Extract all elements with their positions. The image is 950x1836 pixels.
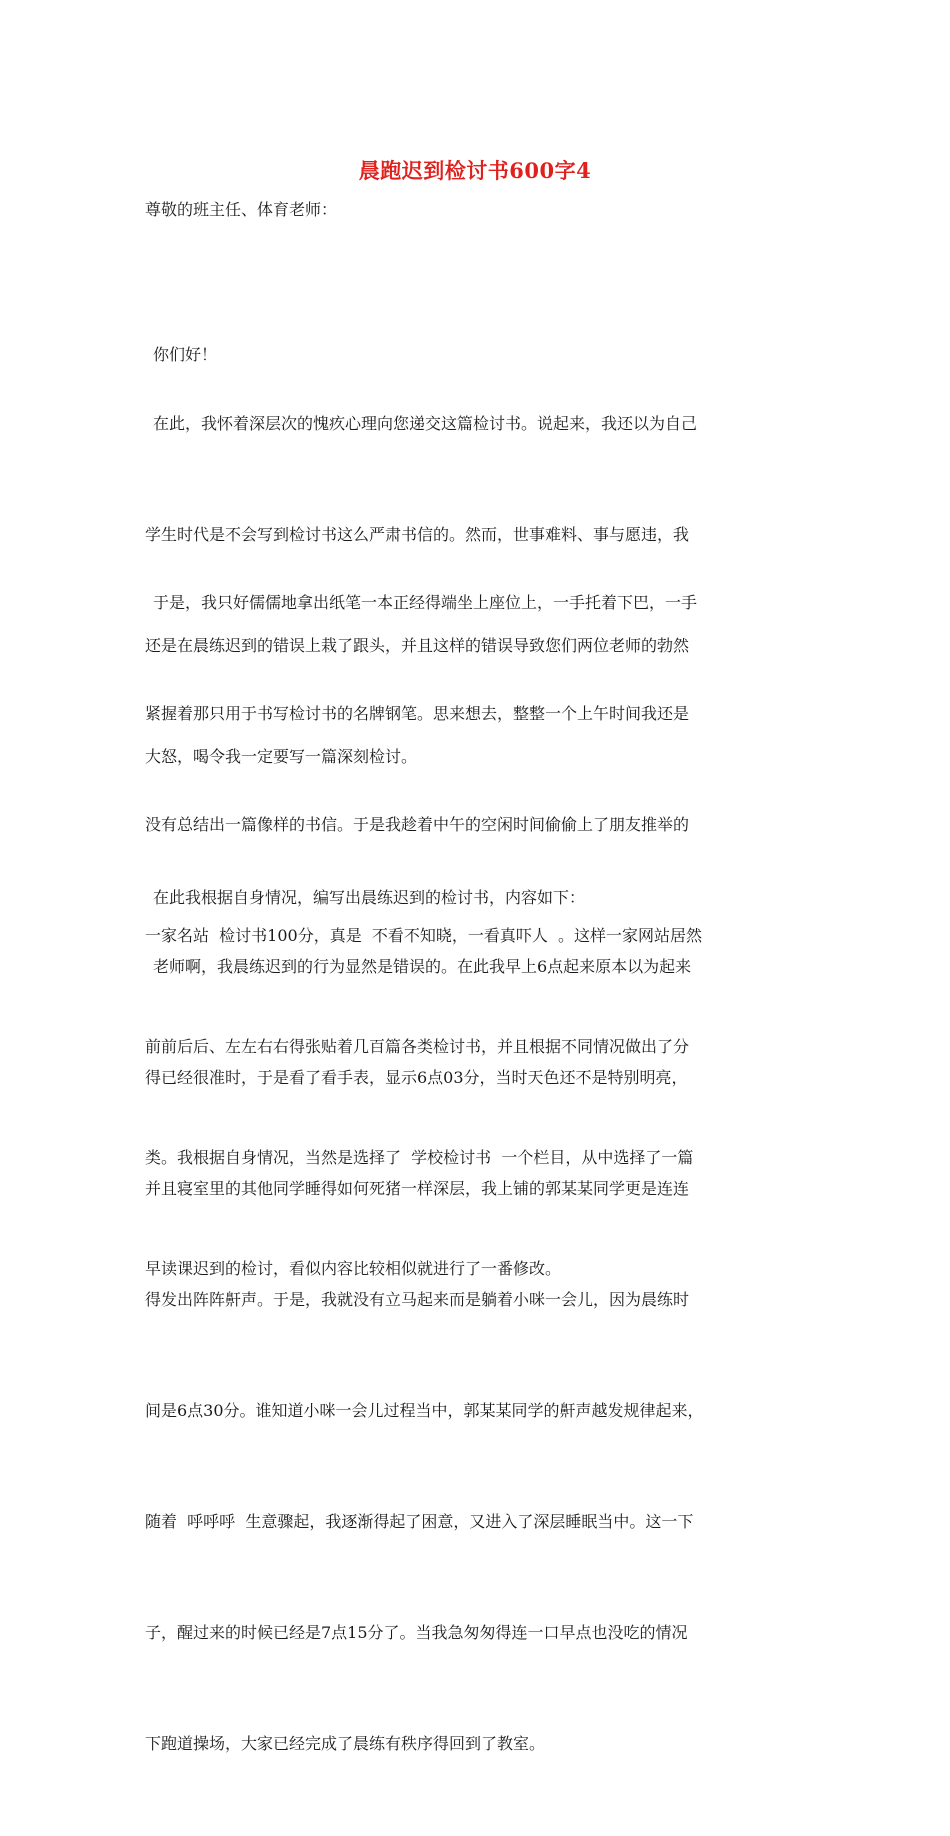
paragraph-line: 在此我根据自身情况，编写出晨练迟到的检讨书，内容如下： — [153, 888, 586, 907]
paragraph-line: 还是在晨练迟到的错误上栽了跟头，并且这样的错误导致您们两位老师的勃然 — [145, 636, 690, 655]
paragraph-line: 前前后后、左左右右得张贴着几百篇各类检讨书，并且根据不同情况做出了分 — [145, 1037, 690, 1056]
paragraph-line: 类。我根据自身情况，当然是选择了 学校检讨书 一个栏目，从中选择了一篇 — [145, 1148, 694, 1167]
paragraph-line: 得发出阵阵鼾声。于是，我就没有立马起来而是躺着小咪一会儿，因为晨练时 — [145, 1290, 690, 1309]
document-title: 晨跑迟到检讨书600字4 — [358, 158, 592, 183]
paragraph-line: 学生时代是不会写到检讨书这么严肃书信的。然而，世事难料、事与愿违，我 — [145, 525, 690, 544]
salutation: 尊敬的班主任、体育老师： — [145, 200, 338, 219]
paragraph-4 — [145, 874, 815, 1836]
paragraph-line: 并且寝室里的其他同学睡得如何死猪一样深层，我上铺的郭某某同学更是连连 — [145, 1179, 690, 1198]
paragraph-line: 在此，我怀着深层次的愧疚心理向您递交这篇检讨书。说起来，我还以为自己 — [153, 414, 698, 433]
paragraph-line: 得已经很准时，于是看了看手表，显示6点03分，当时天色还不是特别明亮， — [145, 1068, 688, 1087]
paragraph-line: 于是，我只好儒儒地拿出纸笔一本正经得端坐上座位上，一手托着下巴，一手 — [153, 593, 698, 612]
paragraph-line: 随着 呼呼呼 生意骤起，我逐渐得起了困意，又进入了深层睡眠当中。这一下 — [145, 1512, 694, 1531]
paragraph-line: 大怒，喝令我一定要写一篇深刻检讨。 — [145, 747, 418, 766]
paragraph-line: 下跑道操场，大家已经完成了晨练有秩序得回到了教室。 — [145, 1734, 546, 1753]
paragraph-line: 老师啊，我晨练迟到的行为显然是错误的。在此我早上6点起来原本以为起来 — [153, 957, 692, 976]
paragraph-line: 没有总结出一篇像样的书信。于是我趁着中午的空闲时间偷偷上了朋友推举的 — [145, 815, 690, 834]
paragraph-line: 间是6点30分。谁知道小咪一会儿过程当中，郭某某同学的鼾声越发规律起来， — [145, 1401, 704, 1420]
greeting-line: 你们好！ — [153, 345, 218, 364]
paragraph-line: 早读课迟到的检讨，看似内容比较相似就进行了一番修改。 — [145, 1259, 562, 1278]
paragraph-line: 紧握着那只用于书写检讨书的名牌钢笔。思来想去，整整一个上午时间我还是 — [145, 704, 690, 723]
paragraph-line: 一家名站 检讨书100分，真是 不看不知晓，一看真吓人 。这样一家网站居然 — [145, 926, 703, 945]
paragraph-line: 子，醒过来的时候已经是7点15分了。当我急匆匆得连一口早点也没吃的情况 — [145, 1623, 688, 1642]
